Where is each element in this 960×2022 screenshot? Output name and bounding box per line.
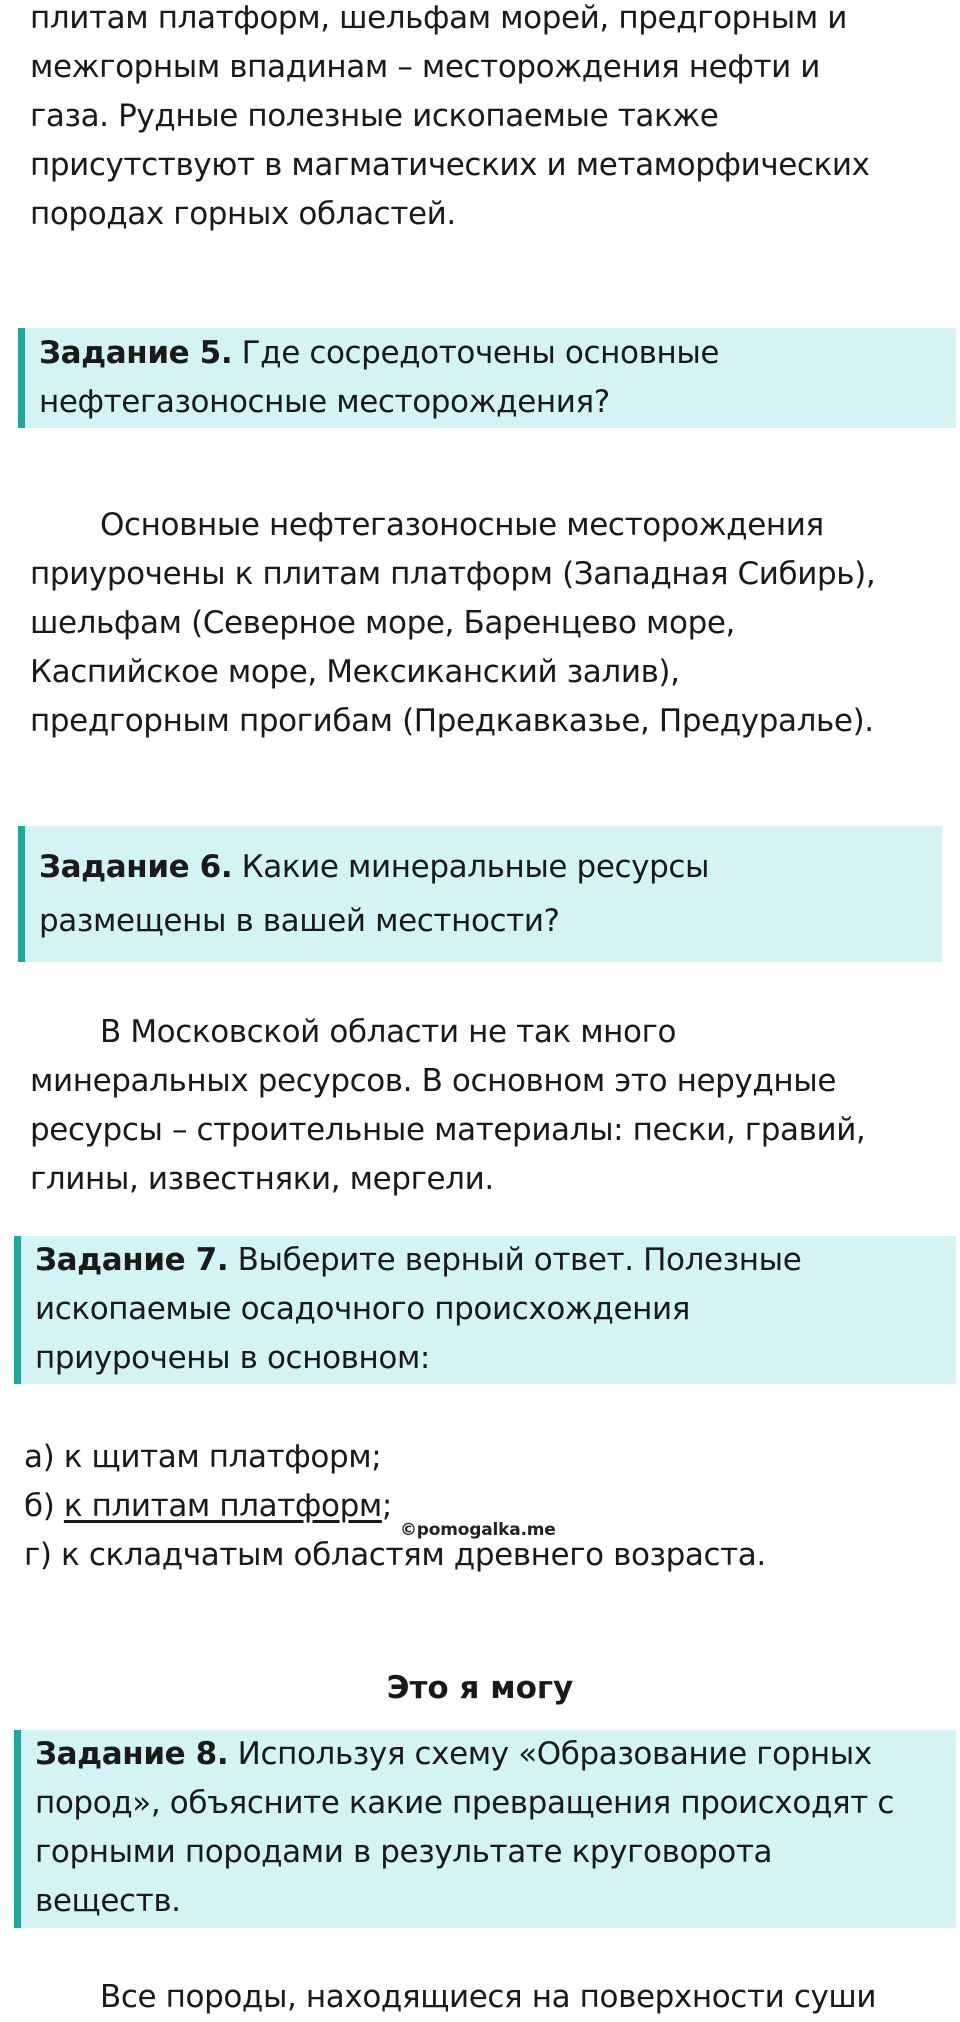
option-a: а) к щитам платформ; xyxy=(24,1439,382,1475)
task-6-label: Задание 6. xyxy=(39,849,233,885)
task-5-label: Задание 5. xyxy=(39,335,233,371)
answer-5-line: Основные нефтегазоносные месторождения xyxy=(100,507,824,543)
intro-line: присутствуют в магматических и метаморфических xyxy=(30,147,870,183)
task-5-question: Где сосредоточены основные xyxy=(232,335,720,371)
option-b-prefix: б) xyxy=(24,1488,64,1524)
task-8-question: Используя схему «Образование горных xyxy=(228,1736,872,1772)
answer-5-line: шельфам (Северное море, Баренцево море, xyxy=(30,605,735,641)
task-7-box xyxy=(14,1236,956,1384)
task-5-line xyxy=(39,329,956,378)
task-8-label: Задание 8. xyxy=(35,1736,229,1772)
intro-line: породах горных областей. xyxy=(30,196,456,232)
task-8-question-cont: веществ. xyxy=(35,1883,181,1919)
intro-paragraph xyxy=(30,0,950,239)
answer-5-line: приурочены к плитам платформ (Западная Сибирь), xyxy=(30,556,876,592)
task-8-line xyxy=(35,1730,956,1779)
task-7-question: Выберите верный ответ. Полезные xyxy=(228,1242,802,1278)
task-8-question-cont: горными породами в результате круговорота xyxy=(35,1834,773,1870)
answer-6-paragraph xyxy=(30,1008,950,1204)
task-6-question: Какие минеральные ресурсы xyxy=(232,849,710,885)
task-6-line xyxy=(39,840,942,894)
task-7-line xyxy=(35,1236,956,1285)
option-b xyxy=(24,1482,392,1531)
task-6-box xyxy=(18,826,942,962)
task-8-box xyxy=(14,1730,956,1928)
task-7-question-cont: ископаемые осадочного происхождения xyxy=(35,1291,690,1327)
intro-line: газа. Рудные полезные ископаемые также xyxy=(30,98,719,134)
option-b-correct-answer: к плитам платформ xyxy=(63,1488,382,1524)
answer-6-line: глины, известняки, мергели. xyxy=(30,1161,494,1197)
watermark: ©pomogalka.me xyxy=(400,1520,556,1540)
answer-8-line: Все породы, находящиеся на поверхности суши xyxy=(100,1979,877,2015)
task-8-question-cont: пород», объясните какие превращения происходят с xyxy=(35,1785,894,1821)
answer-6-line: ресурсы – строительные материалы: пески, гравий, xyxy=(30,1112,866,1148)
answer-8-paragraph xyxy=(30,1973,950,2022)
answer-6-line: минеральных ресурсов. В основном это нерудные xyxy=(30,1063,836,1099)
task-7-question-cont: приурочены в основном: xyxy=(35,1340,430,1376)
answer-5-line: предгорным прогибам (Предкавказье, Предуралье). xyxy=(30,703,874,739)
answer-5-line: Каспийское море, Мексиканский залив), xyxy=(30,654,680,690)
task-6-question-cont: размещены в вашей местности? xyxy=(39,903,560,939)
task-5-question-cont: нефтегазоносные месторождения? xyxy=(39,384,610,420)
section-heading: Это я могу xyxy=(386,1670,574,1706)
option-g: г) к складчатым областям древнего возраста. xyxy=(24,1537,766,1573)
task-5-box xyxy=(18,328,956,428)
task-7-label: Задание 7. xyxy=(35,1242,229,1278)
answer-5-paragraph xyxy=(30,501,950,746)
option-b-suffix: ; xyxy=(381,1488,392,1524)
intro-line: межгорным впадинам – месторождения нефти и xyxy=(30,49,821,85)
intro-line: плитам платформ, шельфам морей, предгорным и xyxy=(30,0,848,36)
answer-6-line: В Московской области не так много xyxy=(100,1014,677,1050)
